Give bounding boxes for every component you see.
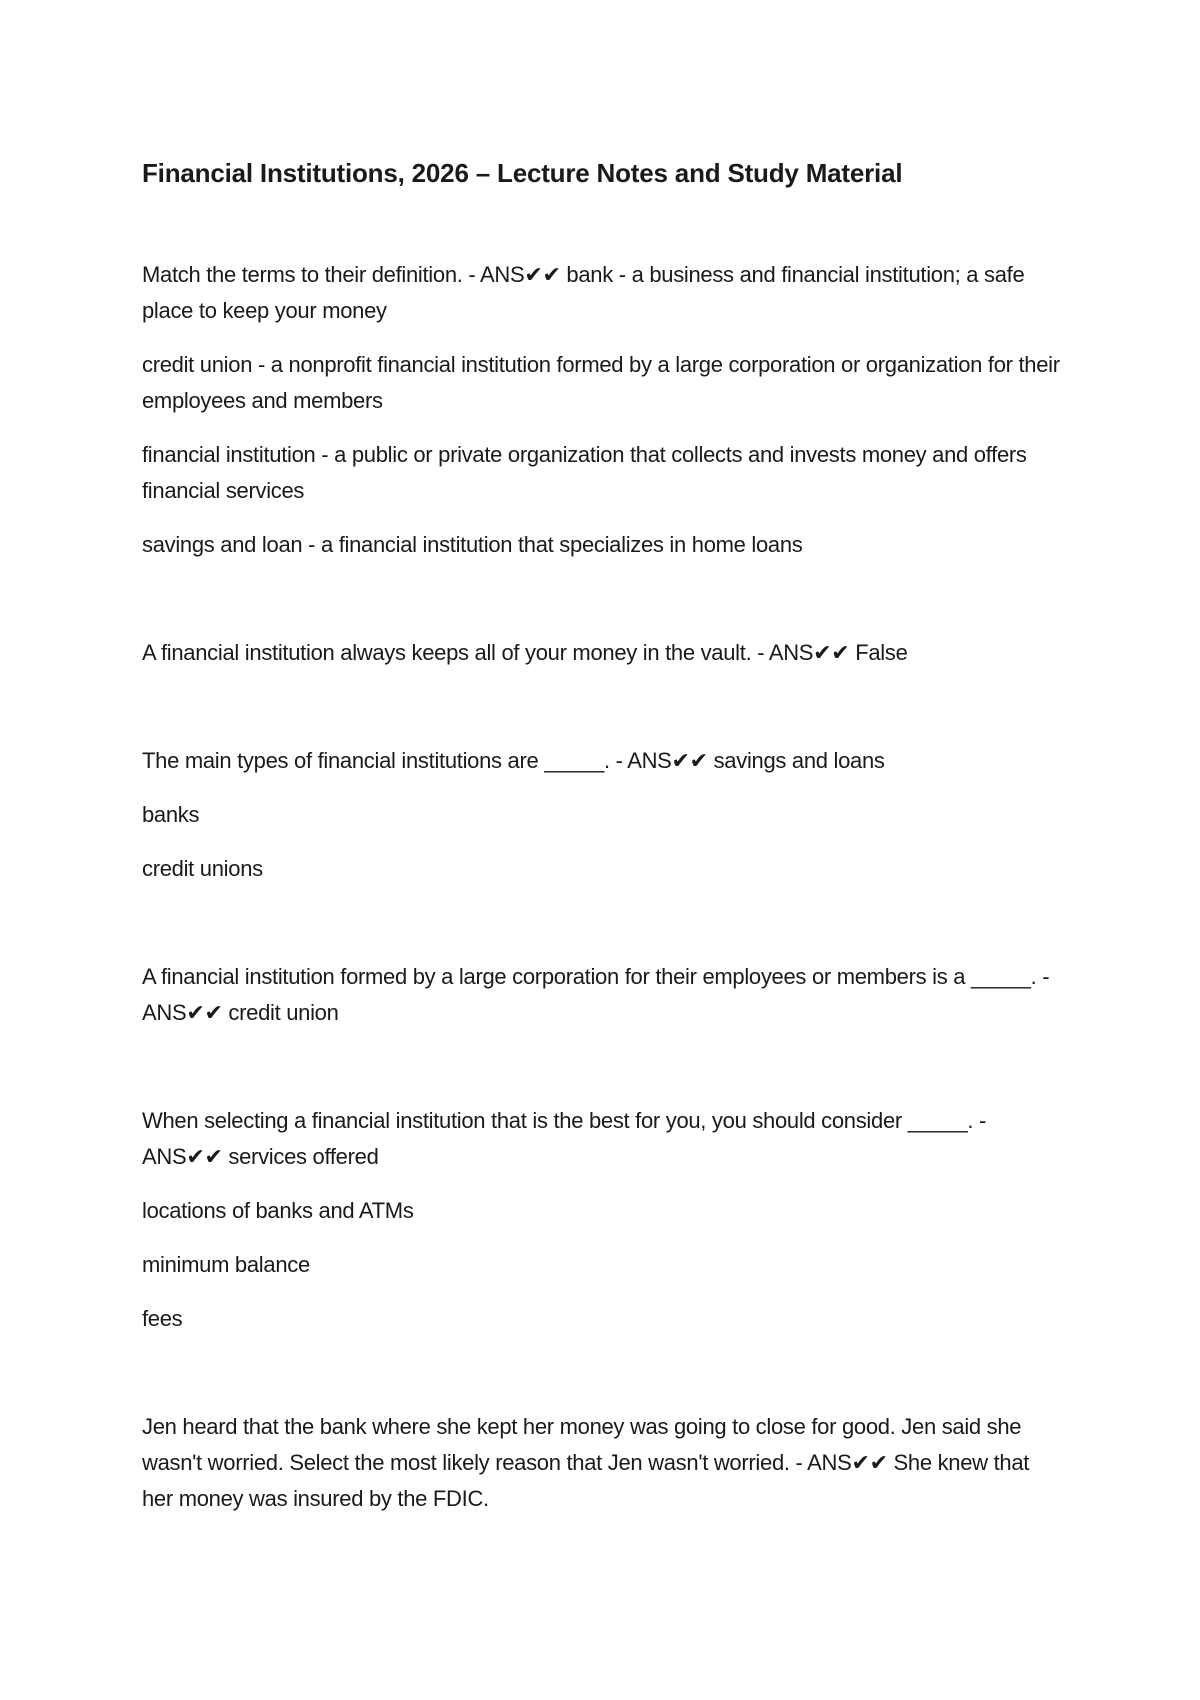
answer-line: banks — [142, 802, 200, 827]
section-gap — [142, 905, 1062, 959]
answer-line: minimum balance — [142, 1252, 310, 1277]
answer-line: locations of banks and ATMs — [142, 1198, 414, 1223]
section-gap — [142, 689, 1062, 743]
qa-item-selection-criteria — [142, 1103, 1062, 1337]
document-title: Financial Institutions, 2026 – Lecture Notes and Study Material — [142, 158, 903, 188]
section-gap — [142, 1355, 1062, 1409]
section-gap — [142, 1049, 1062, 1103]
section-gap — [142, 581, 1062, 635]
qa-item-bank-definitions — [142, 257, 1062, 563]
answer-line: The main types of financial institutions are _____. - ANS✔✔ savings and loans — [142, 748, 885, 773]
answer-line: financial institution - a public or private organization that collects and invests money and offers financial services — [142, 442, 1027, 503]
answer-line: When selecting a financial institution that is the best for you, you should consider _____. - ANS✔✔ services offered — [142, 1108, 987, 1169]
answer-line: credit unions — [142, 856, 263, 881]
answer-line: A financial institution always keeps all of your money in the vault. - ANS✔✔ False — [142, 640, 908, 665]
qa-item-main-types — [142, 743, 1062, 887]
answer-line: Jen heard that the bank where she kept her money was going to close for good. Jen said she wasn't worried. Select the most likely reason that Jen wasn't worried. - ANS✔✔ She knew that her money was insured by the FDIC. — [142, 1414, 1030, 1511]
qa-item-fdic — [142, 1409, 1062, 1517]
answer-line: A financial institution formed by a large corporation for their employees or members is a _____. - ANS✔✔ credit union — [142, 964, 1050, 1025]
qa-item-vault — [142, 635, 1062, 671]
answer-line: fees — [142, 1306, 183, 1331]
document-page — [142, 155, 1062, 1535]
qa-item-credit-union — [142, 959, 1062, 1031]
answer-line: credit union - a nonprofit financial institution formed by a large corporation or organization for their employees and members — [142, 352, 1060, 413]
answer-line: Match the terms to their definition. - ANS✔✔ bank - a business and financial institution; a safe place to keep your money — [142, 262, 1025, 323]
answer-line: savings and loan - a financial institution that specializes in home loans — [142, 532, 803, 557]
